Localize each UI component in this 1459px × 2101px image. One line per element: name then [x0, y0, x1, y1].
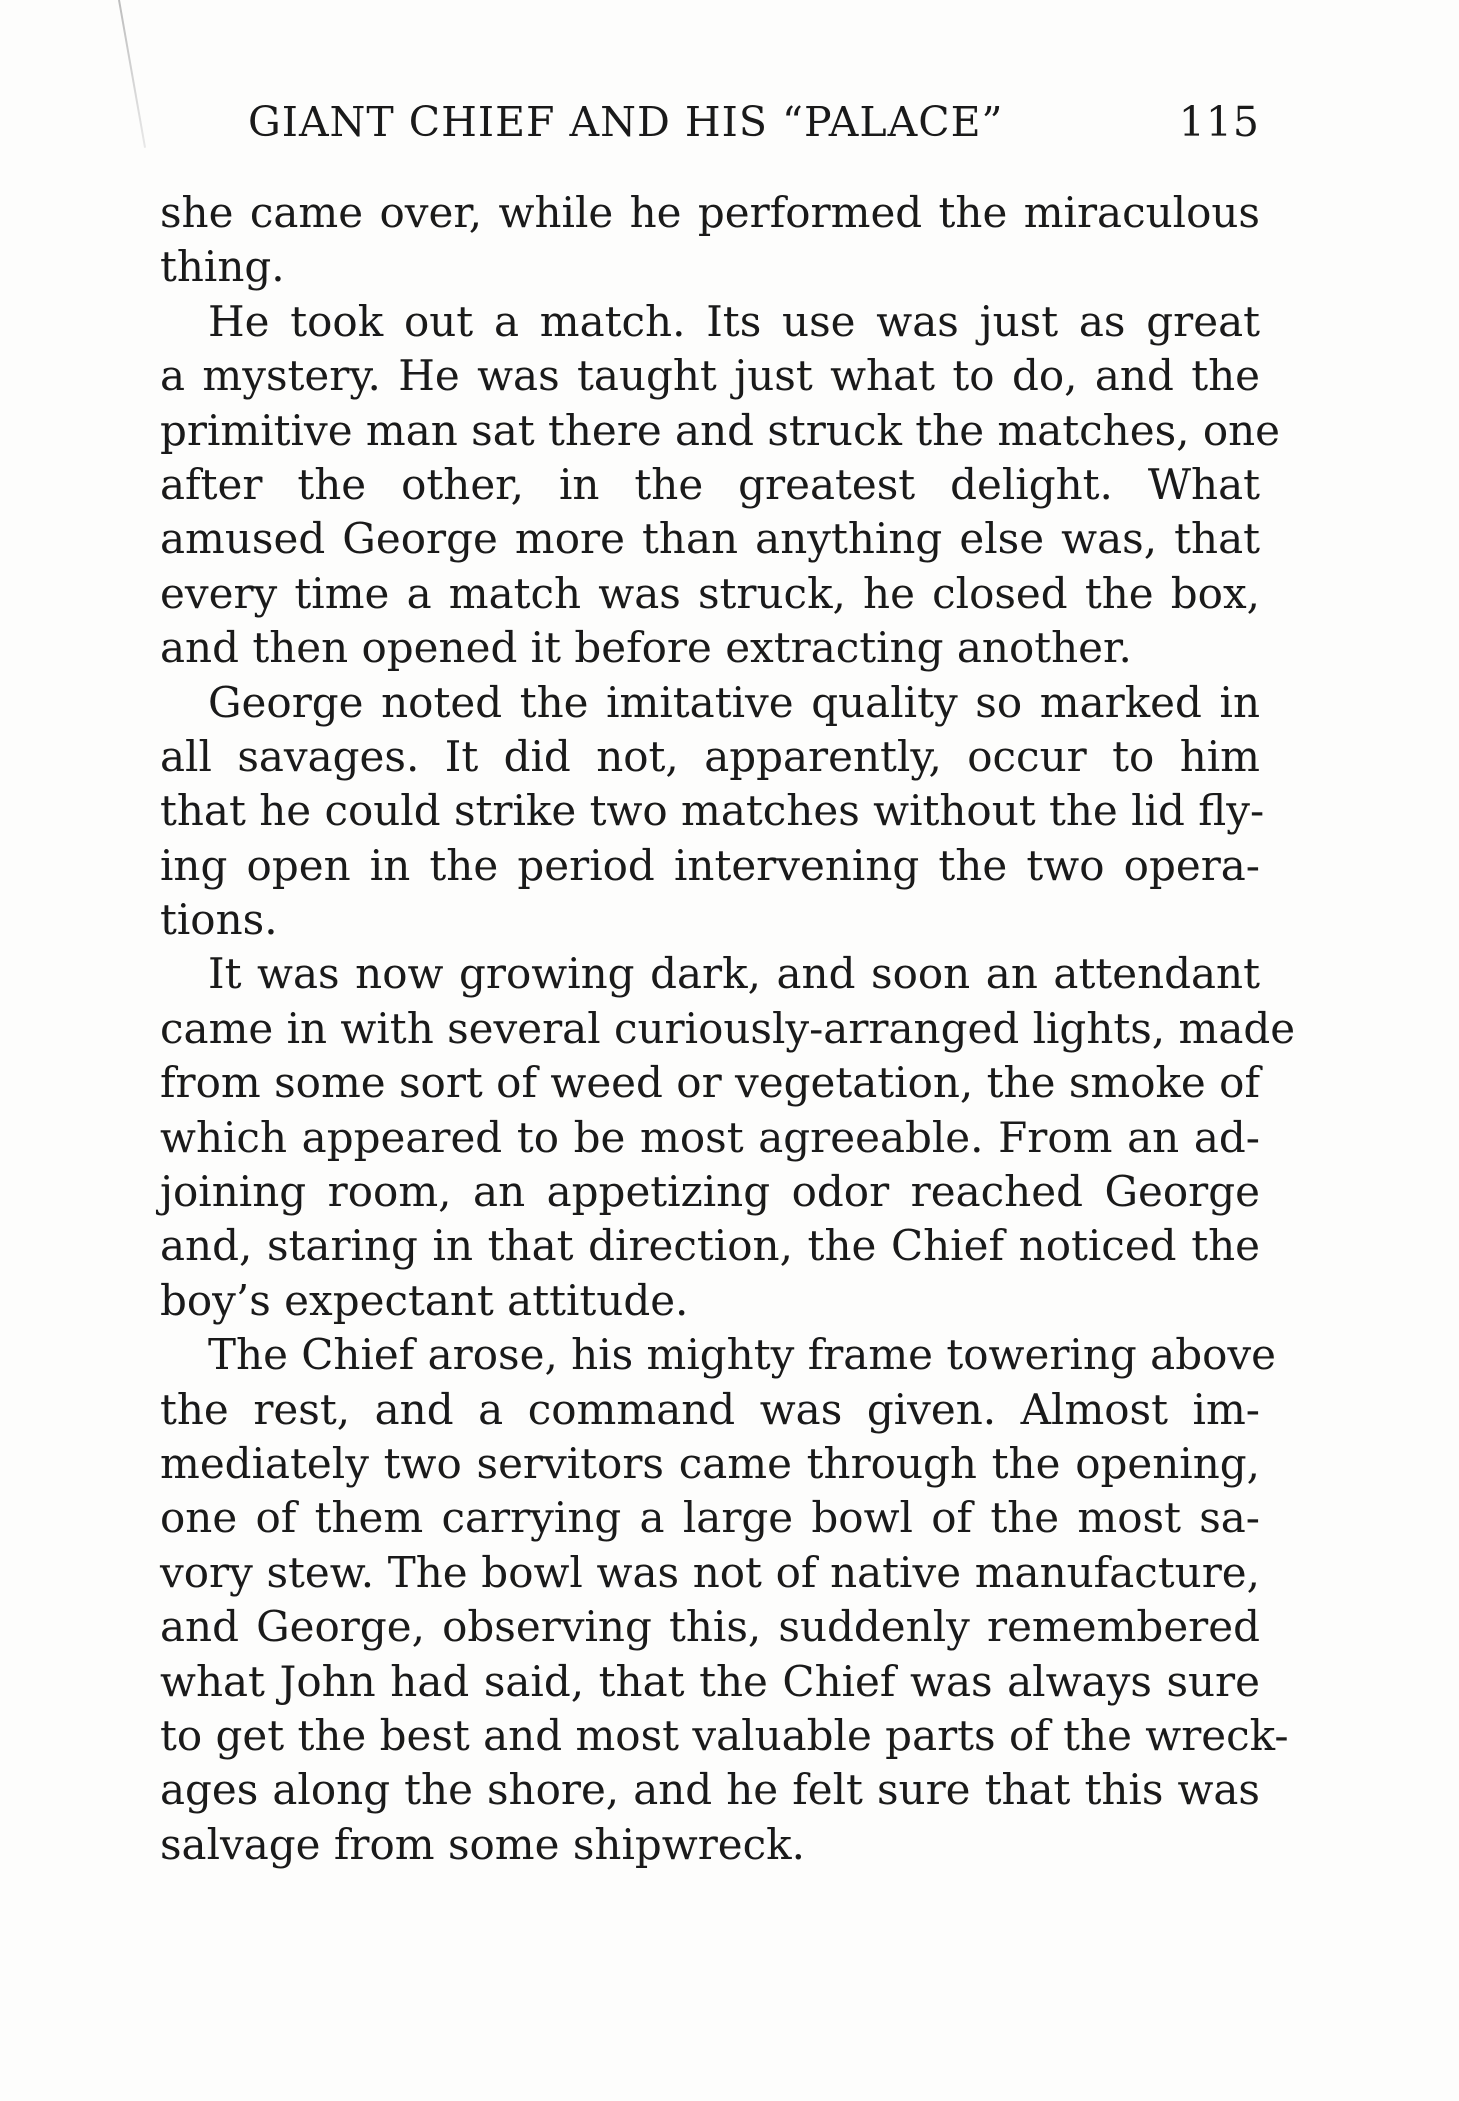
text-line: The Chief arose, his mighty frame towering above	[208, 1330, 1276, 1380]
text-line: joining room, an appetizing odor reached George	[160, 1167, 1260, 1217]
text-line: from some sort of weed or vegetation, the smoke of	[160, 1058, 1260, 1108]
margin-pencil-mark	[118, 0, 146, 148]
text-line: salvage from some shipwreck.	[160, 1819, 805, 1869]
text-line: and, staring in that direction, the Chief noticed the	[160, 1221, 1260, 1271]
paragraph	[160, 186, 1260, 295]
text-line: one of them carrying a large bowl of the most sa-	[160, 1493, 1260, 1543]
text-line: all savages. It did not, apparently, occur to him	[160, 731, 1260, 781]
text-line: ages along the shore, and he felt sure that this was	[160, 1765, 1260, 1815]
text-line: tions.	[160, 895, 278, 945]
text-line: amused George more than anything else was, that	[160, 514, 1260, 564]
text-line: boy’s expectant attitude.	[160, 1275, 689, 1325]
text-line: and George, observing this, suddenly remembered	[160, 1602, 1260, 1652]
body-text	[160, 186, 1296, 1872]
page-number: 115	[1178, 98, 1260, 146]
paragraph	[160, 1328, 1289, 1872]
text-line: thing.	[160, 242, 285, 292]
text-line: what John had said, that the Chief was always sure	[160, 1656, 1260, 1706]
running-header	[160, 98, 1260, 152]
text-line: she came over, while he performed the miraculous	[160, 188, 1260, 237]
text-line: the rest, and a command was given. Almost im-	[160, 1384, 1260, 1434]
text-line: came in with several curiously-arranged lights, made	[160, 1003, 1296, 1053]
text-line: that he could strike two matches without the lid fly-	[160, 786, 1265, 836]
paragraph	[160, 295, 1281, 676]
running-header-title: GIANT CHIEF AND HIS “PALACE”	[248, 98, 1004, 146]
text-line: a mystery. He was taught just what to do, and the	[160, 351, 1260, 401]
text-line: after the other, in the greatest delight. What	[160, 459, 1260, 509]
text-line: It was now growing dark, and soon an attendant	[208, 949, 1260, 999]
text-line: and then opened it before extracting another.	[160, 623, 1132, 673]
text-line: vory stew. The bowl was not of native manufacture,	[160, 1547, 1260, 1597]
text-line: every time a match was struck, he closed the box,	[160, 568, 1260, 618]
text-line: mediately two servitors came through the opening,	[160, 1438, 1260, 1488]
text-line: to get the best and most valuable parts of the wreck-	[160, 1710, 1289, 1760]
paragraph	[160, 947, 1296, 1328]
text-line: He took out a match. Its use was just as great	[208, 296, 1260, 346]
text-line: which appeared to be most agreeable. From an ad-	[160, 1112, 1260, 1162]
text-line: primitive man sat there and struck the matches, one	[160, 405, 1281, 455]
paragraph	[160, 676, 1265, 948]
text-line: George noted the imitative quality so marked in	[208, 677, 1260, 727]
text-line: ing open in the period intervening the two opera-	[160, 840, 1260, 890]
